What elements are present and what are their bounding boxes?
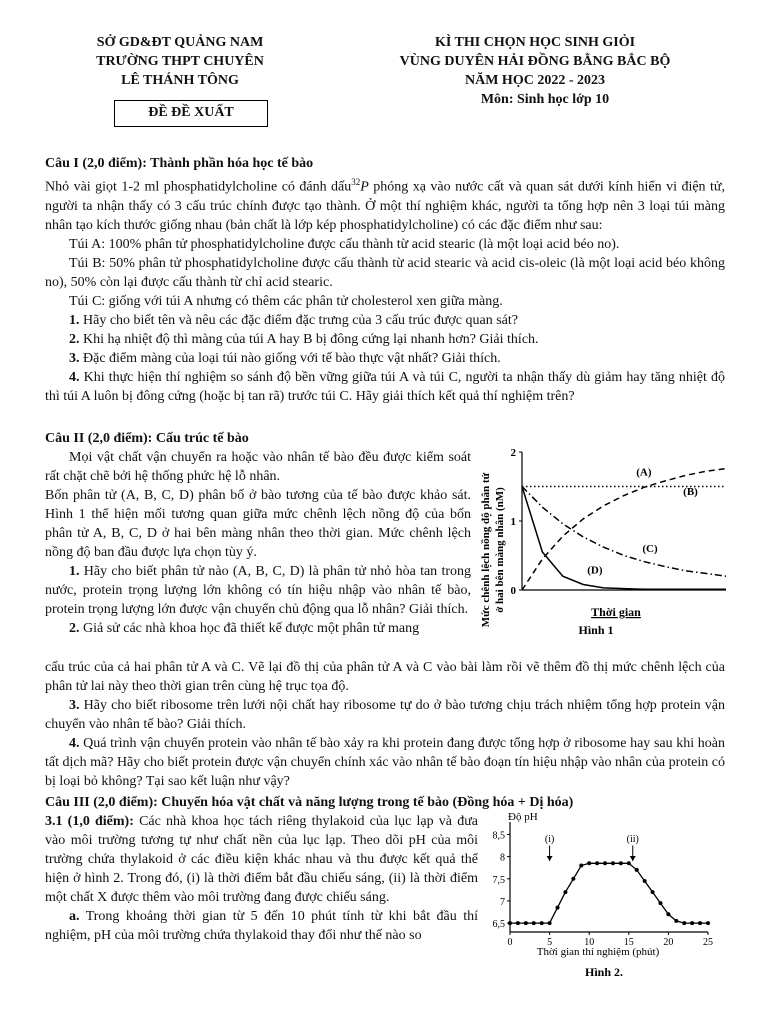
fig2-data-point <box>556 906 560 910</box>
fig1-ylabel-1: Mức chênh lệch nồng độ phân tử <box>480 472 492 628</box>
fig2-data-point <box>706 921 710 925</box>
fig1-series-label: (B) <box>683 485 698 498</box>
fig2-ytick-label: 6,5 <box>492 919 505 931</box>
q3-part-1: 3.1 (1,0 điểm): Các nhà khoa học tách riêng thylakoid của lục lạp và đưa vào môi trường tương tự như chất nền của lục lạp. Theo dõi pH của môi trường chứa thylakoid ở các điều kiện khác nhau và thu được kết quả thể hiện ở hình 2. Trong đó, (i) là thời điểm bắt đầu chiếu sáng, (ii) là thời điểm một chất X được thêm vào môi trường đang được chiếu sáng. <box>45 814 478 905</box>
q2-item-2-cont: cấu trúc của cả hai phân tử A và C. Vẽ lại đồ thị của phân tử A và C vào bài làm rồi vẽ thêm đồ thị mức chênh lệch của phân tử lai này theo thời gian trên cùng hệ trục tọa độ. <box>45 660 725 694</box>
fig2-xtick-label: 20 <box>663 937 674 948</box>
fig2-data-point <box>619 861 623 865</box>
question-1 <box>45 154 725 406</box>
q2-left-column <box>45 448 471 638</box>
fig2-data-point <box>603 861 607 865</box>
q1-vesicle-c: Túi C: giống với túi A nhưng có thêm các phân tử cholesterol xen giữa màng. <box>69 293 503 309</box>
q2-item-2-start: 2. Giả sử các nhà khoa học đã thiết kế được một phân tử mang <box>69 621 420 636</box>
fig1-series-label: (C) <box>642 543 658 556</box>
fig1-series-label: (D) <box>587 564 603 577</box>
figure-2-chart <box>480 806 730 984</box>
fig2-caption: Hình 2. <box>584 965 624 979</box>
fig2-xtick-label: 0 <box>507 937 513 948</box>
fig1-ytick-label: 1 <box>510 516 516 528</box>
school-year: NĂM HỌC 2022 - 2023 <box>465 73 605 88</box>
q2-para-1: Mọi vật chất vận chuyển ra hoặc vào nhân tế bào đều được kiểm soát rất chặt chẽ bởi hệ thống phức hệ lỗ nhân. <box>45 450 471 484</box>
q1-isotope: P <box>360 179 369 195</box>
fig2-series-line <box>510 863 708 923</box>
q2-item-3: 3. Hãy cho biết ribosome trên lưới nội chất hay ribosome tự do ở bào tương chịu trách nhiệm tổng hợp protein vận chuyển vào nhân tế bào? Giải thích. <box>45 698 725 732</box>
fig2-data-point <box>690 921 694 925</box>
q3-title: Câu III (2,0 điểm): Chuyển hóa vật chất và năng lượng trong tế bào (Đồng hóa + Dị hóa) <box>45 795 574 810</box>
fig1-series-label: (A) <box>636 466 652 479</box>
fig2-annotation-label: (ii) <box>626 833 639 845</box>
fig2-data-point <box>698 921 702 925</box>
fig2-data-point <box>548 921 552 925</box>
fig1-series-line <box>522 487 726 590</box>
q2-title: Câu II (2,0 điểm): Cấu trúc tế bào <box>45 431 249 446</box>
fig1-plot-area <box>511 447 727 597</box>
q1-vesicle-a: Túi A: 100% phân tử phosphatidylcholine được cấu thành từ acid stearic (là một loại acid béo no). <box>69 236 620 252</box>
q1-item-1: 1. Hãy cho biết tên và nêu các đặc điểm đặc trưng của 3 cấu trúc được quan sát? <box>69 312 518 328</box>
q1-intro-b: phóng xạ vào nước cất và quan sát dưới kính hiển vi điện tử, người ta nhận thấy có 3 cấu trúc chính được tạo thành. Ở một thí nghiệm khác, người ta tổng hợp nên 3 loại túi màng nhân tạo kích thước giống nhau (bản chất là lớp kép phosphatidylcholine) có các đặc điểm như sau: <box>45 179 725 233</box>
fig2-data-point <box>516 921 520 925</box>
subject-line: Môn: Sinh học lớp 10 <box>480 92 610 107</box>
fig2-data-point <box>587 861 591 865</box>
fig2-annotation-arrowhead <box>547 856 553 861</box>
dept-name: SỞ GD&ĐT QUẢNG NAM <box>96 35 264 50</box>
q1-vesicle-b: Túi B: 50% phân tử phosphatidylcholine được cấu thành từ acid stearic và acid cis-oleic (là một loại acid béo không no), 50% còn lại được cấu thành từ chỉ acid stearic. <box>45 255 725 290</box>
q1-item-3: 3. Đặc điểm màng của loại túi nào giống với tế bào thực vật nhất? Giải thích. <box>69 350 501 366</box>
q1-intro-a: Nhỏ vài giọt 1-2 ml phosphatidylcholine có đánh dấu <box>45 179 352 195</box>
q2-para-2: Bốn phân tử (A, B, C, D) phân bố ở bào tương của tế bào được khảo sát. Hình 1 thể hiện mối tương quan giữa mức chênh lệch nồng độ của bốn phân tử A, B, C, D ở hai bên màng nhân theo thời gian. Mức chênh lệch nồng độ ban đầu được lựa chọn tùy ý. <box>45 488 471 560</box>
school-name-2: LÊ THÁNH TÔNG <box>121 73 239 88</box>
q3-item-a: a. Trong khoảng thời gian từ 5 đến 10 phút tính từ khi bắt đầu thí nghiệm, pH của môi trường chứa thylakoid thay đổi như thế nào so <box>45 909 478 943</box>
exam-name: KÌ THI CHỌN HỌC SINH GIỎI <box>434 35 636 50</box>
fig2-annotation-arrowhead <box>630 856 636 861</box>
fig2-xtick-label: 25 <box>703 937 713 948</box>
fig2-xtick-label: 5 <box>547 937 553 948</box>
school-header <box>60 33 300 90</box>
q1-item-4: 4. Khi thực hiện thí nghiệm so sánh độ bền vững giữa túi A và túi C, người ta nhận thấy dù giảm hay tăng nhiệt độ thì túi A luôn bị đông cứng (hoặc bị tan rã) trước túi C. Hãy giải thích kết quả thí nghiệm trên? <box>45 369 725 404</box>
fig2-plot-area <box>493 822 714 948</box>
fig2-ytick-label: 7 <box>500 896 505 908</box>
fig2-data-point <box>524 921 528 925</box>
proposed-exam-box: ĐỀ ĐỀ XUẤT <box>114 100 268 127</box>
fig2-data-point <box>674 919 678 923</box>
fig2-data-point <box>532 921 536 925</box>
fig2-data-point <box>611 861 615 865</box>
q2-continued <box>45 658 725 791</box>
fig2-data-point <box>508 921 512 925</box>
q1-title: Câu I (2,0 điểm): Thành phần hóa học tế bào <box>45 156 314 171</box>
q2-item-1: 1. Hãy cho biết phân tử nào (A, B, C, D) là phân tử nhỏ hòa tan trong nước, protein trọng lượng lớn không có tín hiệu nhập vào nhân tế bào, protein trọng lượng lớn được vận chuyển chủ động qua lỗ nhân? Giải thích. <box>45 564 471 617</box>
fig2-ytick-label: 8 <box>500 852 505 864</box>
fig2-annotation-label: (i) <box>544 833 555 845</box>
q1-sup: 32 <box>351 177 361 187</box>
fig1-xlabel: Thời gian <box>591 605 641 619</box>
fig2-data-point <box>682 921 686 925</box>
fig2-data-point <box>666 912 670 916</box>
fig2-data-point <box>651 890 655 894</box>
fig2-data-point <box>540 921 544 925</box>
fig2-ytick-label: 8,5 <box>492 830 505 842</box>
q1-item-2: 2. Khi hạ nhiệt độ thì màng của túi A hay B bị đông cứng lại nhanh hơn? Giải thích. <box>69 331 539 347</box>
fig2-ylabel: Độ pH <box>508 811 538 823</box>
fig1-ylabel-2: ở hai bên màng nhân (nM) <box>494 487 506 613</box>
fig2-data-point <box>595 861 599 865</box>
figure-1-chart <box>478 440 740 640</box>
fig2-data-point <box>571 877 575 881</box>
fig2-data-point <box>635 868 639 872</box>
fig1-ytick-label: 2 <box>510 447 516 459</box>
school-name: TRƯỜNG THPT CHUYÊN <box>96 54 264 69</box>
fig2-data-point <box>643 879 647 883</box>
fig1-ytick-label: 0 <box>510 585 516 597</box>
exam-header <box>370 33 700 109</box>
fig2-xlabel: Thời gian thí nghiệm (phút) <box>536 946 660 958</box>
q2-item-4: 4. Quá trình vận chuyển protein vào nhân tế bào xảy ra khi protein đang được tổng hợp ở ribosome hay sau khi hoàn tất dịch mã? Hãy cho biết protein được vận chuyển chính xác vào nhân tế bào đoạn tín hiệu nhập vào nhân của protein có bị loại bỏ không? Tại sao kết luận như vậy? <box>45 736 725 789</box>
fig2-xtick-label: 15 <box>623 937 634 948</box>
fig2-data-point <box>627 861 631 865</box>
fig2-data-point <box>658 901 662 905</box>
exam-region: VÙNG DUYÊN HẢI ĐỒNG BẰNG BẮC BỘ <box>399 54 671 69</box>
fig1-caption: Hình 1 <box>578 623 614 637</box>
fig2-data-point <box>563 890 567 894</box>
fig2-data-point <box>579 863 583 867</box>
fig2-xtick-label: 10 <box>584 937 595 948</box>
fig2-ytick-label: 7,5 <box>492 874 505 886</box>
fig1-series-line <box>522 487 726 577</box>
q3-left-column <box>45 812 478 945</box>
